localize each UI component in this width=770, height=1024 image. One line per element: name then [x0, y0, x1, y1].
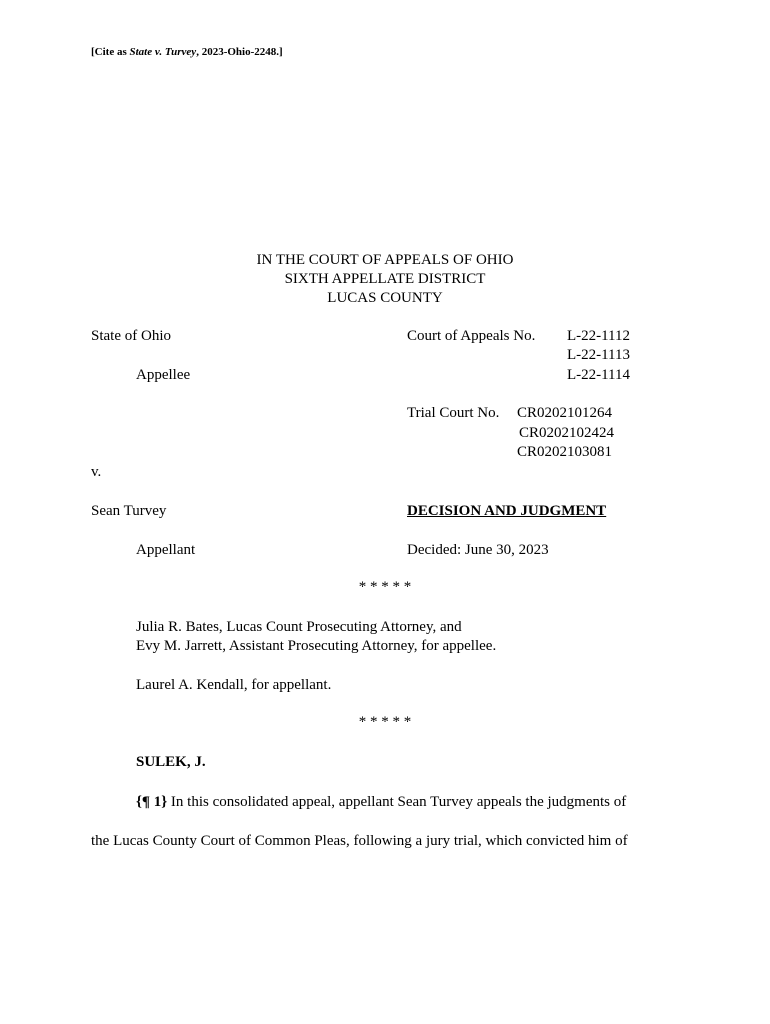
court-district: SIXTH APPELLATE DISTRICT	[284, 271, 486, 287]
trial-label: Trial Court No.	[407, 405, 500, 421]
decided-line	[407, 540, 549, 560]
appeals-number: L-22-1113	[566, 347, 630, 363]
appellant-name: Sean Turvey	[91, 503, 167, 519]
court-name: IN THE COURT OF APPEALS OF OHIO	[256, 252, 514, 268]
paragraph-1-line-2: the Lucas County Court of Common Pleas, following a jury trial, which convicted him of	[91, 833, 628, 849]
citation-suffix: , 2023-Ohio-2248.]	[196, 46, 283, 58]
paragraph-1-line-1	[136, 792, 626, 812]
judge-name: SULEK, J.	[136, 754, 206, 770]
trial-number: CR0202101264	[517, 405, 613, 421]
counsel-appellee-1: Julia R. Bates, Lucas Count Prosecuting Attorney, and	[136, 619, 462, 635]
appellant-role: Appellant	[136, 542, 196, 558]
court-county: LUCAS COUNTY	[327, 290, 443, 306]
appellee-name: State of Ohio	[91, 328, 171, 344]
counsel-appellee-2: Evy M. Jarrett, Assistant Prosecuting Attorney, for appellee.	[136, 638, 497, 654]
decided-date: June 30, 2023	[464, 542, 549, 558]
decision-title: DECISION AND JUDGMENT	[407, 503, 607, 519]
separator: * * * * *	[358, 714, 412, 730]
appeals-label: Court of Appeals No.	[407, 328, 536, 344]
citation-case-name: State v. Turvey	[129, 46, 197, 58]
versus: v.	[91, 464, 102, 480]
appeals-number: L-22-1114	[566, 367, 630, 383]
citation-prefix: [Cite as	[91, 46, 130, 58]
paragraph-text: In this consolidated appeal, appellant Sean Turvey appeals the judgments of	[167, 794, 627, 810]
appeals-number: L-22-1112	[566, 328, 630, 344]
citation-header	[91, 46, 283, 58]
decided-label: Decided:	[407, 542, 462, 558]
counsel-appellant: Laurel A. Kendall, for appellant.	[136, 677, 332, 693]
trial-number: CR0202102424	[519, 425, 615, 441]
trial-number: CR0202103081	[517, 444, 613, 460]
appellee-role: Appellee	[136, 367, 191, 383]
separator: * * * * *	[358, 579, 412, 595]
paragraph-marker: {¶ 1}	[136, 794, 168, 810]
